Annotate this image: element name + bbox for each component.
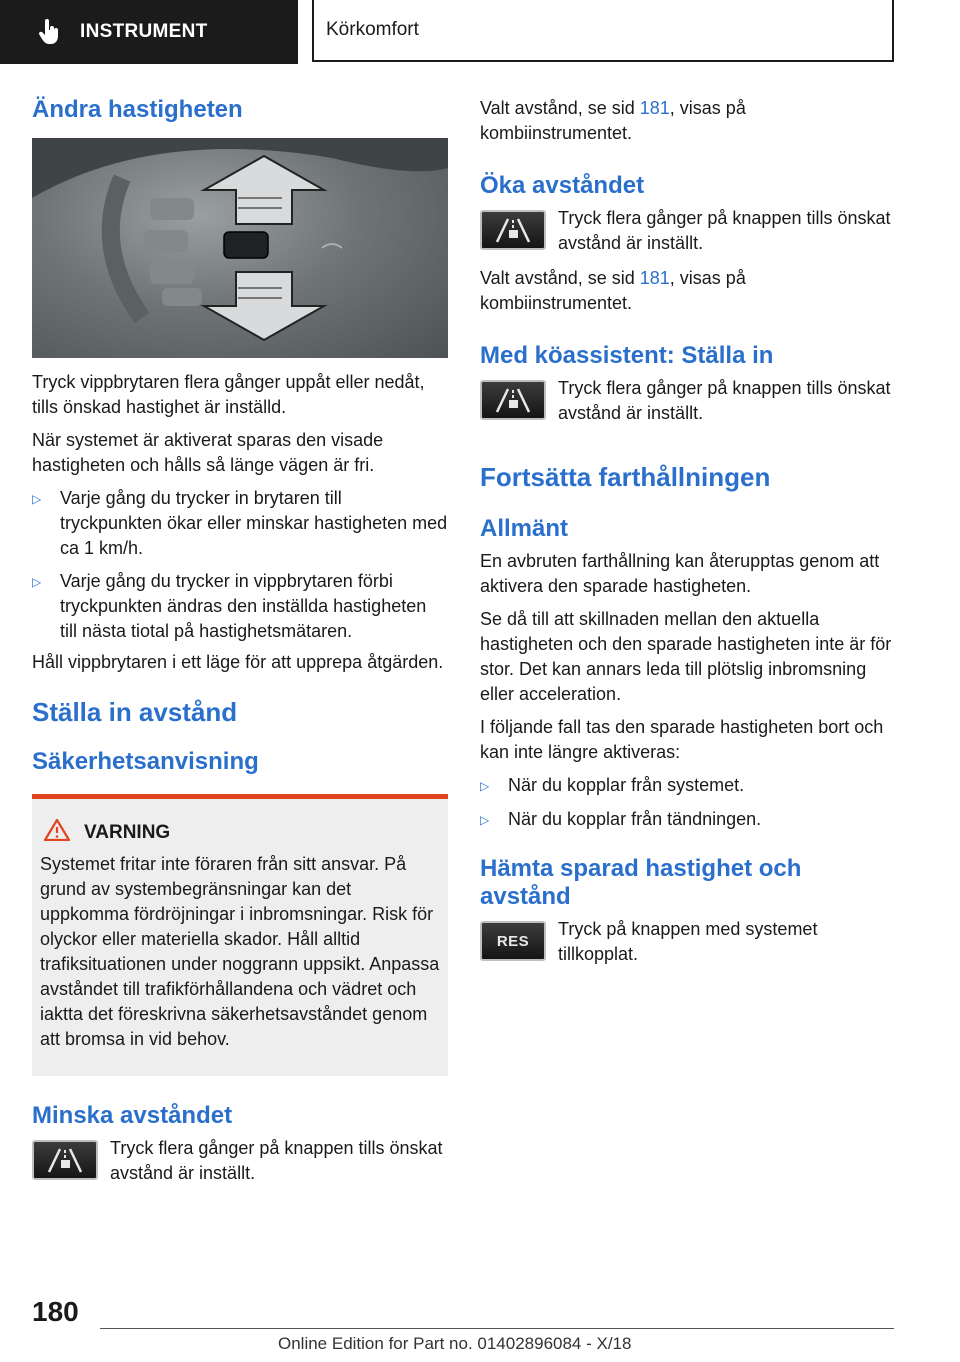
triangle-bullet-icon: ▷ <box>32 575 42 589</box>
right-column <box>480 96 896 967</box>
paragraph: Håll vippbrytaren i ett läge för att upprepa åtgärden. <box>32 652 444 672</box>
heading-recall: Hämta sparad hastighet och avstånd <box>480 855 802 910</box>
heading-decrease-distance: Minska avståndet <box>32 1102 233 1129</box>
footer-divider <box>100 1328 894 1329</box>
section-label: INSTRUMENT <box>80 21 208 42</box>
footer-edition: Online Edition for Part no. 01402896084 - X/18 <box>278 1334 632 1353</box>
distance-button-icon <box>32 1140 98 1180</box>
heading-safety-note: Säkerhetsanvisning <box>32 748 259 775</box>
decrease-row <box>32 1136 448 1186</box>
warning-text: Systemet fritar inte föraren från sitt ansvar. På grund av systembegränsningar kan det uppkomma fördröjningar i inbromsningar. Risk för olyckor eller materiella skador. Håll alltid trafiksituationen under noggrann uppsikt. Anpassa avståndet till trafikförhållandena och vädret och iaktta det föreskrivna säkerhetsavståndet genom att bromsa in vid behov. <box>40 854 440 1049</box>
warning-label: VARNING <box>84 821 171 843</box>
paragraph: Se då till att skillnaden mellan den aktuella hastigheten och den sparade hastigheten inte är för stor. Det kan annars leda till plötslig inbromsning eller acceleration. <box>480 609 892 704</box>
res-button-icon: RES <box>480 921 546 961</box>
increase-text: Tryck flera gånger på knappen tills önskat avstånd är inställt. <box>558 208 891 253</box>
recall-row <box>480 917 896 967</box>
list-item: ▷ När du kopplar från systemet. <box>480 773 896 799</box>
list-item: ▷ När du kopplar från tändningen. <box>480 807 896 833</box>
queue-text: Tryck flera gånger på knappen tills önskat avstånd är inställt. <box>558 378 891 423</box>
list-item: ▷ Varje gång du trycker in vippbrytaren förbi tryckpunkten ändras den inställda hastigheten till nästa tiotal på hastighetsmätaren. <box>32 569 448 644</box>
list-item: ▷ Varje gång du trycker in brytaren till tryckpunkten ökar eller minskar hastigheten med ca 1 km/h. <box>32 486 448 561</box>
paragraph: I följande fall tas den sparade hastigheten bort och kan inte längre aktiveras: <box>480 717 884 762</box>
paragraph: Tryck vippbrytaren flera gånger uppåt eller nedåt, tills önskad hastighet är inställd. <box>32 372 425 417</box>
triangle-bullet-icon: ▷ <box>480 779 490 793</box>
warning-header <box>40 819 440 846</box>
distance-button-icon <box>480 210 546 250</box>
chapter-tab[interactable] <box>312 0 894 62</box>
decrease-text: Tryck flera gånger på knappen tills önskat avstånd är inställt. <box>110 1138 443 1183</box>
heading-continue-cruise: Fortsätta farthållningen <box>480 462 771 492</box>
queue-row <box>480 376 896 426</box>
heading-queue-assistant: Med köassistent: Ställa in <box>480 342 774 369</box>
warning-triangle-icon <box>44 819 70 846</box>
hand-pointer-icon <box>38 19 60 45</box>
recall-text: Tryck på knappen med systemet tillkopplat. <box>558 919 818 964</box>
heading-general: Allmänt <box>480 515 569 542</box>
page-link[interactable]: 181 <box>639 268 670 288</box>
triangle-bullet-icon: ▷ <box>32 492 42 506</box>
steering-wheel-image <box>32 138 448 358</box>
page-link[interactable]: 181 <box>639 98 670 118</box>
warning-box <box>32 794 448 1076</box>
chapter-label: Körkomfort <box>326 19 419 40</box>
heading-change-speed: Ändra hastigheten <box>32 96 243 123</box>
left-column <box>32 96 448 1186</box>
paragraph: Valt avstånd, se sid 181, visas på kombiinstrumentet. <box>480 268 746 313</box>
page-number: 180 <box>32 1296 79 1327</box>
heading-set-distance: Ställa in avstånd <box>32 697 238 727</box>
distance-button-icon <box>480 380 546 420</box>
section-tab[interactable] <box>0 0 298 64</box>
increase-row <box>480 206 896 256</box>
triangle-bullet-icon: ▷ <box>480 813 490 827</box>
heading-increase-distance: Öka avståndet <box>480 172 645 199</box>
paragraph: När systemet är aktiverat sparas den visade hastigheten och hålls så länge vägen är fri. <box>32 430 384 475</box>
paragraph: En avbruten farthållning kan återupptas genom att aktivera den sparade hastigheten. <box>480 551 880 596</box>
paragraph: Valt avstånd, se sid 181, visas på kombiinstrumentet. <box>480 98 746 143</box>
